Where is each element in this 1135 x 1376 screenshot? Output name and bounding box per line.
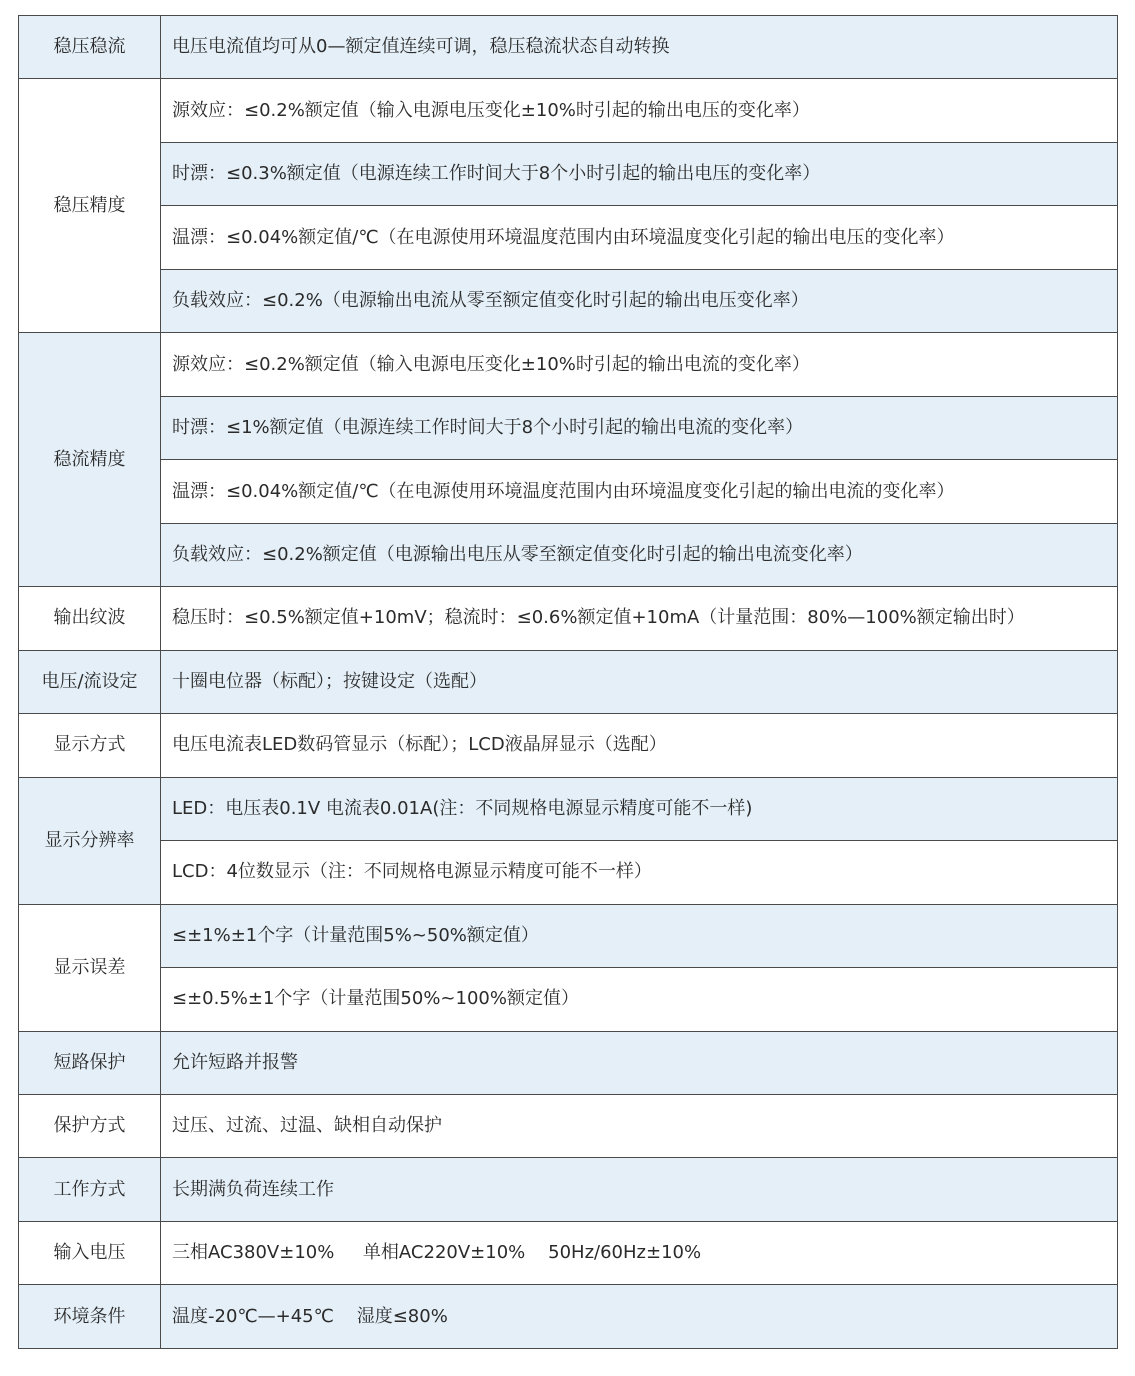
spec-subrow xyxy=(19,523,1118,586)
spec-row-protection xyxy=(19,1094,1118,1157)
spec-row-short-circuit xyxy=(19,1031,1118,1094)
spec-label: 工作方式 xyxy=(19,1158,161,1221)
spec-value: ≤±1%±1个字（计量范围5%~50%额定值） xyxy=(161,904,1118,967)
spec-subrow xyxy=(19,142,1118,205)
spec-value: 源效应：≤0.2%额定值（输入电源电压变化±10%时引起的输出电压的变化率） xyxy=(161,79,1118,142)
spec-value: LED：电压表0.1V 电流表0.01A(注：不同规格电源显示精度可能不一样) xyxy=(161,777,1118,840)
spec-label: 稳压稳流 xyxy=(19,16,161,79)
spec-label: 输出纹波 xyxy=(19,587,161,650)
spec-label: 输入电压 xyxy=(19,1221,161,1284)
spec-subrow xyxy=(19,269,1118,332)
spec-value: 允许短路并报警 xyxy=(161,1031,1118,1094)
spec-row-work-mode xyxy=(19,1158,1118,1221)
spec-value: 温漂：≤0.04%额定值/℃（在电源使用环境温度范围内由环境温度变化引起的输出电压的变化率） xyxy=(161,206,1118,269)
spec-subrow xyxy=(19,460,1118,523)
spec-row-output-ripple xyxy=(19,587,1118,650)
spec-value: 温度-20℃—+45℃ 湿度≤80% xyxy=(161,1285,1118,1349)
spec-row-display-error xyxy=(19,904,1118,967)
spec-row-input-voltage xyxy=(19,1221,1118,1284)
spec-value: 源效应：≤0.2%额定值（输入电源电压变化±10%时引起的输出电流的变化率） xyxy=(161,333,1118,396)
spec-table xyxy=(18,15,1118,1349)
spec-row-display-resolution xyxy=(19,777,1118,840)
spec-label: 显示方式 xyxy=(19,714,161,777)
spec-row-setting xyxy=(19,650,1118,713)
spec-value: 稳压时：≤0.5%额定值+10mV；稳流时：≤0.6%额定值+10mA（计量范围：80%—100%额定输出时） xyxy=(161,587,1118,650)
spec-label: 显示误差 xyxy=(19,904,161,1031)
spec-value: 时漂：≤0.3%额定值（电源连续工作时间大于8个小时引起的输出电压的变化率） xyxy=(161,142,1118,205)
spec-subrow xyxy=(19,396,1118,459)
spec-value: 电压电流表LED数码管显示（标配）；LCD液晶屏显示（选配） xyxy=(161,714,1118,777)
spec-value: 时漂：≤1%额定值（电源连续工作时间大于8个小时引起的输出电流的变化率） xyxy=(161,396,1118,459)
spec-subrow xyxy=(19,841,1118,904)
spec-subrow xyxy=(19,206,1118,269)
spec-row-voltage-accuracy xyxy=(19,79,1118,142)
spec-row-regulation-mode xyxy=(19,16,1118,79)
spec-value: 过压、过流、过温、缺相自动保护 xyxy=(161,1094,1118,1157)
spec-value: ≤±0.5%±1个字（计量范围50%~100%额定值） xyxy=(161,968,1118,1031)
spec-value: 温漂：≤0.04%额定值/℃（在电源使用环境温度范围内由环境温度变化引起的输出电流的变化率） xyxy=(161,460,1118,523)
spec-label: 保护方式 xyxy=(19,1094,161,1157)
spec-value: LCD：4位数显示（注：不同规格电源显示精度可能不一样） xyxy=(161,841,1118,904)
spec-label: 显示分辨率 xyxy=(19,777,161,904)
spec-label: 短路保护 xyxy=(19,1031,161,1094)
spec-label: 环境条件 xyxy=(19,1285,161,1349)
spec-value: 电压电流值均可从0—额定值连续可调，稳压稳流状态自动转换 xyxy=(161,16,1118,79)
spec-row-current-accuracy xyxy=(19,333,1118,396)
spec-value: 三相AC380V±10% 单相AC220V±10% 50Hz/60Hz±10% xyxy=(161,1221,1118,1284)
spec-label: 稳压精度 xyxy=(19,79,161,333)
spec-subrow xyxy=(19,968,1118,1031)
spec-value: 负载效应：≤0.2%额定值（电源输出电压从零至额定值变化时引起的输出电流变化率） xyxy=(161,523,1118,586)
spec-label: 电压/流设定 xyxy=(19,650,161,713)
spec-row-environment xyxy=(19,1285,1118,1349)
spec-value: 长期满负荷连续工作 xyxy=(161,1158,1118,1221)
spec-label: 稳流精度 xyxy=(19,333,161,587)
spec-value: 负载效应：≤0.2%（电源输出电流从零至额定值变化时引起的输出电压变化率） xyxy=(161,269,1118,332)
spec-value: 十圈电位器（标配）；按键设定（选配） xyxy=(161,650,1118,713)
spec-row-display-mode xyxy=(19,714,1118,777)
